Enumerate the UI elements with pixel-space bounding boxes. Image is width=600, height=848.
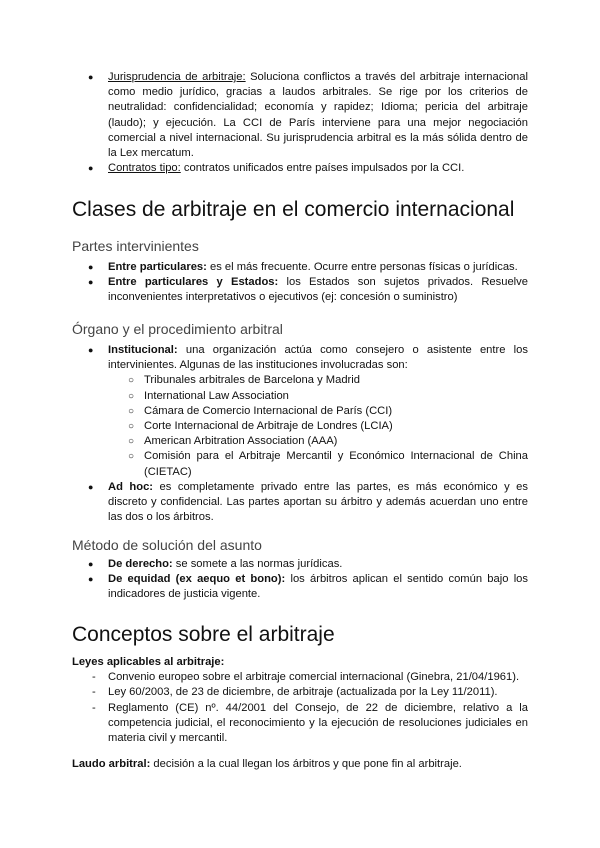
subheading-metodo: Método de solución del asunto	[72, 537, 262, 553]
list-item	[0, 572, 600, 602]
item-text: es completamente privado entre las partes, es más económico y es discreto y confidencial. Las partes aportan su árbitro y además acuerdan uno entre las dos o los árbitros.	[108, 480, 528, 524]
circle-bullet-icon: ○	[128, 436, 135, 448]
subheading-organo: Órgano y el procedimiento arbitral	[72, 321, 283, 337]
list-item	[0, 480, 600, 526]
intro-list	[0, 70, 600, 176]
item-text: una organización actúa como consejero o asistente entre los intervinientes. Algunas de las instituciones involucradas son:	[108, 344, 528, 372]
institution-text: Comisión para el Arbitraje Mercantil y Económico Internacional de China (CIETAC)	[144, 450, 528, 478]
item-lead: Entre particulares:	[108, 261, 207, 273]
law-item	[0, 670, 600, 685]
law-text: Reglamento (CE) nº. 44/2001 del Consejo, de 22 de diciembre, relativo a la competencia judicial, el reconocimiento y la ejecución de resoluciones judiciales en materia civil y mercantil.	[108, 701, 528, 745]
organo-list	[0, 343, 600, 525]
circle-bullet-icon: ○	[128, 390, 135, 402]
institution-item	[0, 404, 600, 419]
item-text: los Estados son sujetos privados. Resuelve inconvenientes interpretativos o ejecutivos (ej: concesión o suministro)	[108, 276, 528, 304]
circle-bullet-icon: ○	[128, 375, 135, 387]
partes-list	[0, 260, 600, 306]
item-lead: Ad hoc:	[108, 480, 154, 493]
item-text: los árbitros aplican el sentido común bajo los indicadores de justicia vigente.	[108, 573, 529, 601]
list-item	[0, 161, 600, 176]
institution-text: Cámara de Comercio Internacional de París (CCI)	[144, 404, 393, 417]
bullet-icon: ●	[88, 481, 94, 492]
leyes-section	[0, 655, 600, 746]
item-text: es el más frecuente. Ocurre entre personas físicas o jurídicas.	[206, 261, 518, 273]
bullet-icon: ●	[88, 262, 94, 272]
law-item	[0, 685, 600, 700]
bullet-icon: ●	[88, 559, 94, 569]
laudo-lead: Laudo arbitral:	[72, 758, 151, 770]
laudo-paragraph	[0, 757, 600, 772]
list-item	[0, 343, 600, 373]
institution-item	[0, 389, 600, 404]
item-text: se somete a las normas jurídicas.	[172, 558, 343, 570]
institution-text: Corte Internacional de Arbitraje de Londres (LCIA)	[144, 420, 393, 433]
metodo-list	[0, 557, 600, 603]
bullet-icon: ●	[88, 72, 94, 82]
dash-icon: -	[92, 701, 96, 714]
institution-item	[0, 434, 600, 449]
list-item	[0, 275, 600, 305]
dash-icon: -	[92, 686, 96, 699]
subheading-partes: Partes intervinientes	[72, 238, 199, 254]
law-text: Convenio europeo sobre el arbitraje comercial internacional (Ginebra, 21/04/1961).	[108, 671, 520, 684]
leyes-title: Leyes aplicables al arbitraje:	[72, 656, 225, 668]
laudo-text: decisión a la cual llegan los árbitros y que pone fin al arbitraje.	[150, 758, 462, 770]
item-lead: De derecho:	[108, 558, 173, 570]
bullet-icon: ●	[88, 277, 94, 288]
item-lead: De equidad (ex aequo et bono):	[108, 573, 286, 586]
list-item	[0, 557, 600, 572]
institution-item	[0, 373, 600, 388]
item-lead: Contratos tipo:	[108, 162, 181, 175]
bullet-icon: ●	[88, 163, 94, 174]
item-text: Soluciona conflictos a través del arbitraje internacional como medio jurídico, gracias a laudos arbitrales. Se rige por los criterios de neutralidad: confidencialidad; economía y rapidez; Idioma; pericia del arbitraje (laudo); y ejecución. La CCI de París interviene para una mejor negociación comercial a nivel internacional. Su jurisprudencia arbitral es la más sólida dentro de la Lex mercatum.	[108, 71, 528, 160]
circle-bullet-icon: ○	[128, 405, 135, 417]
law-item	[0, 701, 600, 747]
list-item	[0, 260, 600, 275]
institution-text: American Arbitration Association (AAA)	[144, 435, 338, 448]
heading-clases: Clases de arbitraje en el comercio internacional	[72, 198, 515, 221]
heading-conceptos: Conceptos sobre el arbitraje	[72, 623, 335, 646]
item-text: contratos unificados entre países impulsados por la CCI.	[180, 162, 465, 175]
circle-bullet-icon: ○	[128, 421, 135, 433]
circle-bullet-icon: ○	[128, 451, 135, 463]
item-lead: Jurisprudencia de arbitraje:	[108, 71, 246, 83]
institution-text: Tribunales arbitrales de Barcelona y Madrid	[144, 374, 360, 387]
list-item	[0, 70, 600, 161]
institution-item	[0, 449, 600, 479]
dash-icon: -	[92, 671, 96, 684]
item-lead: Institucional:	[108, 344, 178, 356]
item-lead: Entre particulares y Estados:	[108, 276, 279, 289]
bullet-icon: ●	[88, 345, 94, 355]
law-text: Ley 60/2003, de 23 de diciembre, de arbitraje (actualizada por la Ley 11/2011).	[108, 686, 498, 699]
institution-text: International Law Association	[144, 389, 289, 402]
institution-item	[0, 419, 600, 434]
bullet-icon: ●	[88, 574, 94, 585]
